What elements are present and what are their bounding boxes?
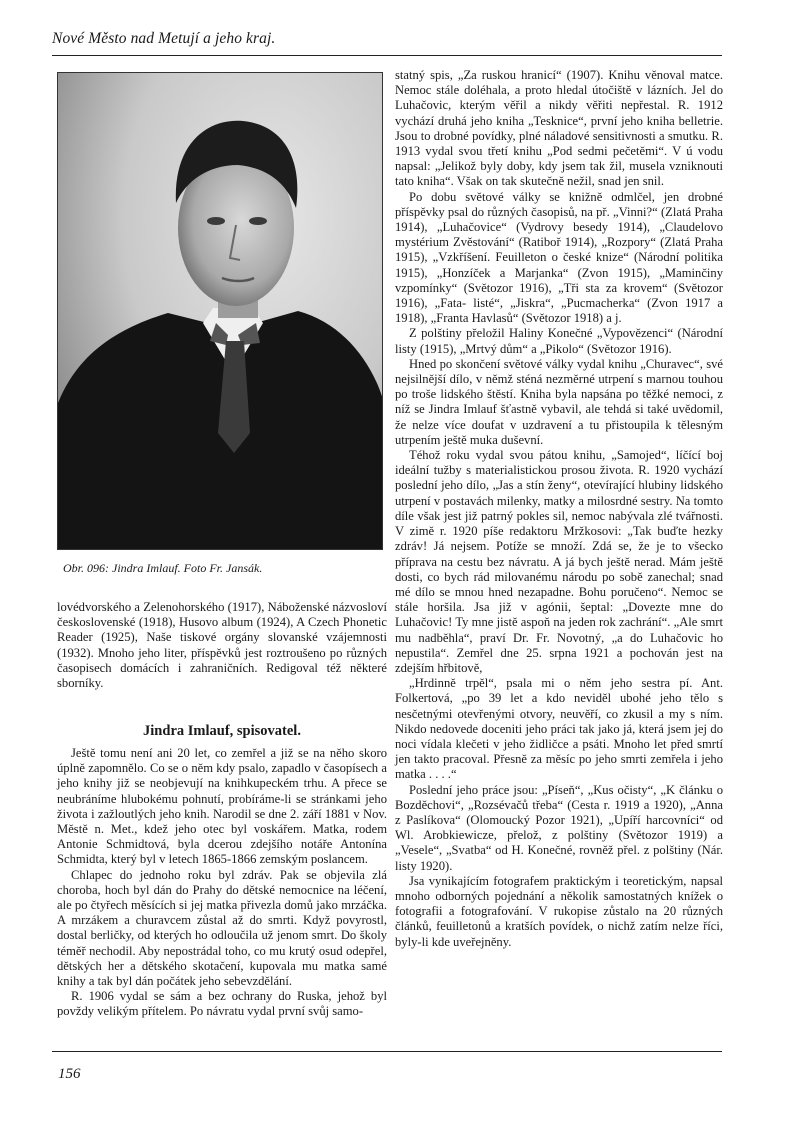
paragraph: Téhož roku vydal svou pátou knihu, „Samojed“, líčící boj ideální tužby s materialistickou prosou života. R. 1920 vychází poslední jeho dílo, „Jas a stín ženy“, otevírající hlubiny lidského utrpení v postavách milenky, matky a milosrdné sestry. Na tomto díle však jest již patrný pokles sil, nemoc nabývala zlé tvářnosti. V zimě r. 1920 píše redaktoru Mržkosovi: „Tak buďte hezky zdráv! Já nejsem. Potíže se množí. Zdá se, že je to všecko příprava na cestu bez návratu. A já bych ještě nerad. Mám ještě dosti, co bych rád milovanému národu po sobě zanechal; snad mé dílo se mnou hned nezapadne. Bohu poručeno“. Nemoc se stále horšila. Jsa již v agónii, šeptal: „Dovezte mne do Luhačovic! Ty mne jistě aspoň na jeden rok zachrání“. „Ale smrt mu nadběhla“, praví Dr. Fr. Novotný, „a do Luhačovic ho nepustila“. Zemřel dne 25. srpna 1921 a pochován jest na zdejším hřbitově, <box>395 448 723 675</box>
header-title: Nové Město nad Metují a jeho kraj. <box>52 30 276 47</box>
page-number: 156 <box>58 1066 81 1082</box>
portrait-photo <box>57 72 383 550</box>
paragraph: „Hrdinně trpěl“, psala mi o něm jeho sestra pí. Ant. Folkertová, „po 39 let a kdo neviděl ubohé jeho tělo s nesčetnými otevřenými otvory, neuvěří, co zkusil a my s ním. Nikdo nedovede doceniti jeho práci tak jako já, která jsem jej do noci vídala klečeti v jeho židličce a psáti. Mnoho let před smrtí jen takto pracoval. Přesně za měsíc po jeho smrti zemřela i jeho matka . . . .“ <box>395 676 723 782</box>
footer-rule <box>52 1051 722 1052</box>
running-header <box>52 30 722 48</box>
paragraph: R. 1906 vydal se sám a bez ochrany do Ruska, jehož byl povždy velikým přítelem. Po návratu vydal první svůj samo- <box>57 989 387 1019</box>
paragraph: Ještě tomu není ani 20 let, co zemřel a již se na něho skoro úplně zapomnělo. Co se o něm kdy psalo, zapadlo v časopísech a jeho knihy již se neobjevují na knihkupeckém trhu. A přece se neubráníme hlubokému pohnutí, probíráme-li se stránkami jeho života i zažloutlých jeho knih. Narodil se dne 2. září 1881 v Nov. Městě n. Met., kdež jeho otec byl voskářem. Matka, rodem Antonie Schmidtová, byla dcerou zdejšího notáře Antonína Schmidta, který byl v letech 1865-1866 zemským poslancem. <box>57 746 387 867</box>
right-column <box>395 68 723 950</box>
photo-caption: Obr. 096: Jindra Imlauf. Foto Fr. Jansák. <box>63 561 263 575</box>
header-rule <box>52 55 722 56</box>
left-column-top <box>57 600 387 691</box>
paragraph: Po dobu světové války se knižně odmlčel, jen drobné příspěvky psal do různých časopisů, na př. „Vinni?“ (Zlatá Praha 1914), „Luhačovice“ (Vydrovy besedy 1914), „Claudelovo mystérium Zvěstování“ (Ratiboř 1914), „Rozpory“ (Zlatá Praha 1915), „Vzkříšení. Feuilleton o české knize“ (Národní politika 1915), „Honzíček a Marjanka“ (Zvon 1915), „Maminčiny vzpomínky“ (Světozor 1916), „Tři sta za krovem“ (Světozor 1916), „Fata- listé“, „Jiskra“, „Pucmacherka“ (Zvon 1917 a 1918), „Franta Havlasů“ (Světozor 1918) a j. <box>395 189 723 326</box>
continued-paragraph: lovédvorského a Zelenohorského (1917), Náboženské názvosloví československé (1918), Husovo album (1924), A Czech Phonetic Reader (1925), Naše tiskové orgány slovanské vzájemnosti (1932). Mnoho jeho liter, příspěvků jest roztroušeno po různých časopisech domácích i zahraničních. Redigoval též některé sborníky. <box>57 600 387 691</box>
paragraph: statný spis, „Za ruskou hranicí“ (1907). Knihu věnoval matce. Nemoc stále doléhala, a proto hledal útočiště v lázních. Jel do Luhačovic, kterým věřil a nikdy věřiti nepřestal. R. 1912 vychází druhá jeho kniha „Tesknice“, první jeho kniha belletrie. Jsou to drobné povídky, plné náladové sensitivnosti a smutku. R. 1913 vydal svou třetí knihu „Pod sedmi pečetěmi“. V ú vodu napsal: „Jelikož byly doby, kdy jsem tak žil, musela vzniknouti tato kniha“. Však on tak skutečně nežil, snad jen snil. <box>395 68 723 189</box>
left-column-body <box>57 746 387 1020</box>
paragraph: Chlapec do jednoho roku byl zdráv. Pak se objevila zlá choroba, hoch byl dán do Prahy do dětské nemocnice na léčení, ale po čtyřech měsících si jej matka přivezla domů jako mrzáčka. A mrzákem a churavcem zůstal až do smrti. Když povyrostl, dostal berličky, od kterých ho odloučila už jenom smrt. Do školy téměř nechodil. Aby nepostrádal toho, co mu krutý osud odepřel, dětských her a dětského skotačení, kupovala mu matka samé knihy a tak byl dán počátek jeho sebevzdělání. <box>57 867 387 989</box>
section-title: Jindra Imlauf, spisovatel. <box>143 723 301 739</box>
paragraph: Poslední jeho práce jsou: „Píseň“, „Kus očisty“, „K článku o Bozděchovi“, „Rozsévačů třeba“ (Cesta r. 1919 a 1920), „Anna z Paslíkova“ (Olomoucký Pozor 1921), „Upíří harcovníci“ od Wl. Arobkiewicze, přelož, z polštiny (Světozor 1919) a „Vesele“, „Svatba“ od H. Konečné, rovněž přel. z polštiny (Nár. listy 1920). <box>395 782 723 873</box>
paragraph: Hned po skončení světové války vydal knihu „Churavec“, své nejsilnější dílo, v němž sténá nezměrné utrpení s marnou touhou po troše lidského štěstí. Kniha byla napsána po těžké nemoci, z níž se Jindra Imlauf šťastně vybavil, ale tehdá si také uvědomil, že nelze více doufat v uzdravení a tu přistoupila k tělesným utrpením ještě muka duševní. <box>395 356 723 447</box>
paragraph: Z polštiny přeložil Haliny Konečné „Vypovězenci“ (Národní listy (1915), „Mrtvý dům“ a „Pikolo“ (Světozor 1916). <box>395 326 723 356</box>
paragraph: Jsa vynikajícím fotografem praktickým i teoretickým, napsal mnoho odborných pojednání a několik samostatných knížek o fotografii a fotografování. V rukopise zůstalo na 20 různých článků, feuilletonů a kratších povídek, o nichž zatím nelze říci, byly-li kde uveřejněny. <box>395 873 723 949</box>
